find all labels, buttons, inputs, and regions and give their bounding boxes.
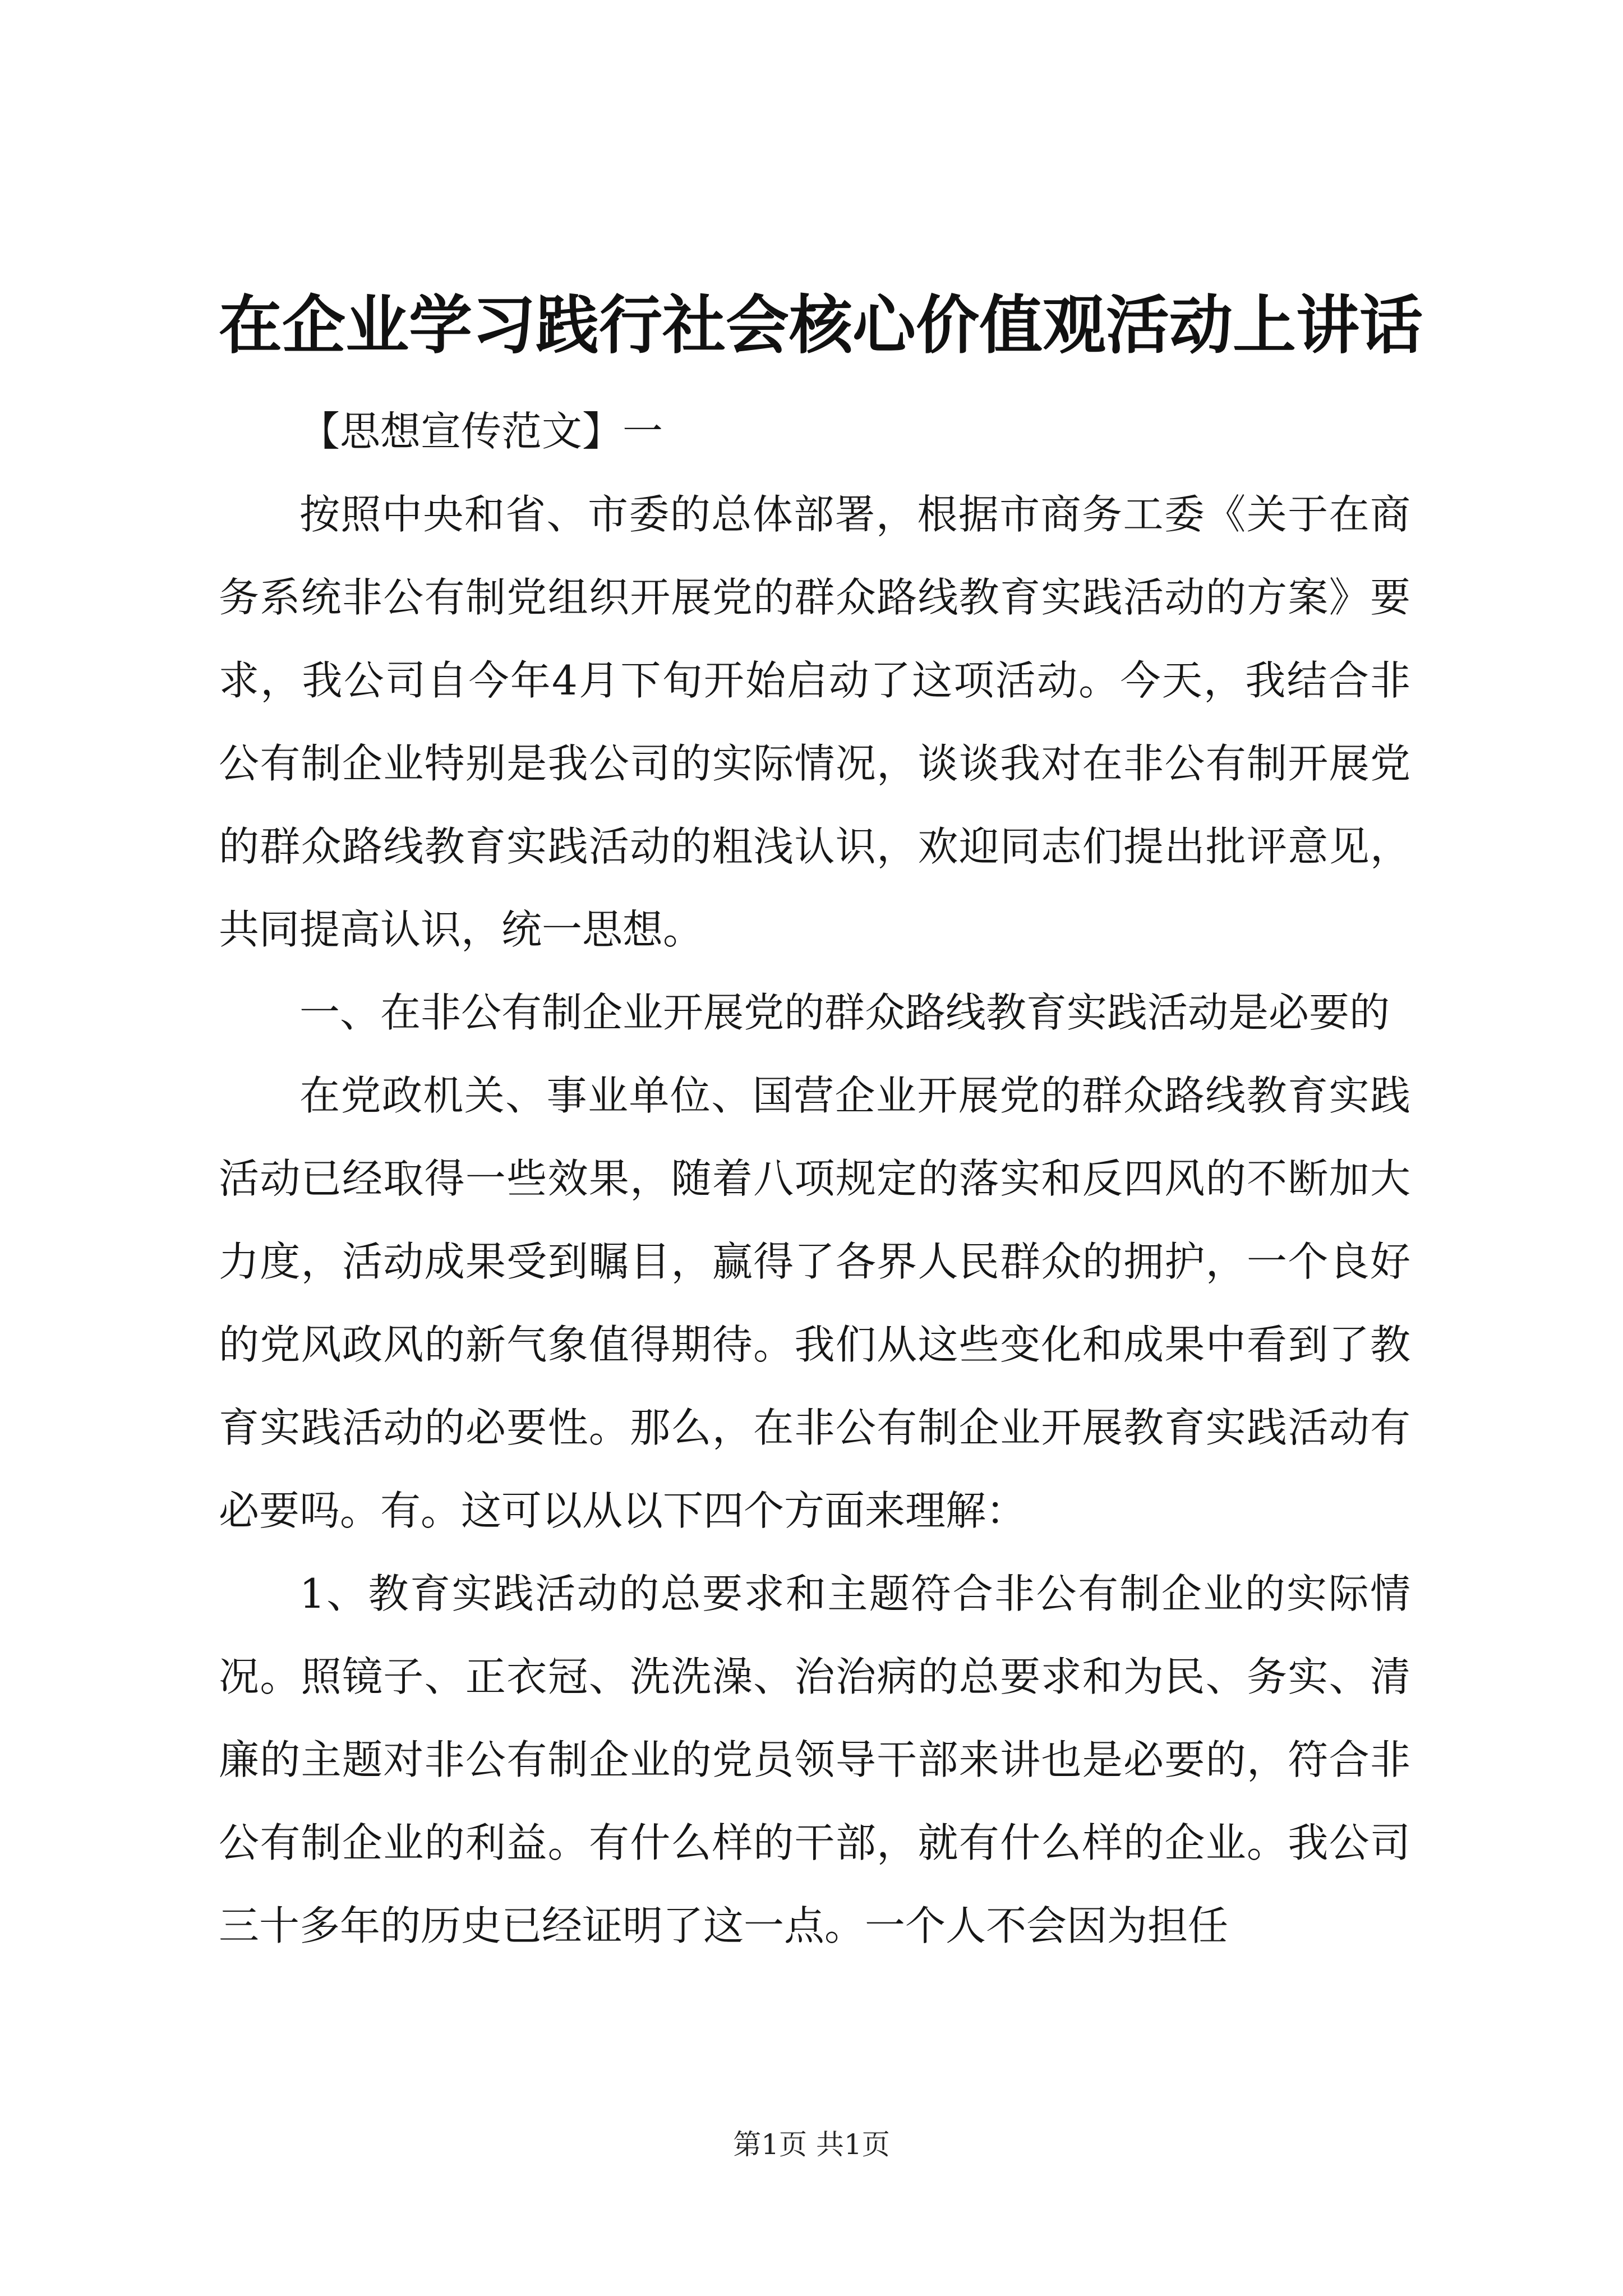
paragraph-point-1: 1、教育实践活动的总要求和主题符合非公有制企业的实际情况。照镜子、正衣冠、洗洗澡、治治病的总要求和为民、务实、清廉的主题对非公有制企业的党员领导干部来讲也是必要的，符合非公有制企业的利益。有什么样的干部，就有什么样的企业。我公司三十多年的历史已经证明了这一点。一个人不会因为担任 [219,1570,1410,1949]
paragraph-section-1: 在党政机关、事业单位、国营企业开展党的群众路线教育实践活动已经取得一些效果，随着八项规定的落实和反四风的不断加大力度，活动成果受到瞩目，赢得了各界人民群众的拥护，一个良好的党风政风的新气象值得期待。我们从这些变化和成果中看到了教育实践活动的必要性。那么，在非公有制企业开展教育实践活动有必要吗。有。这可以从以下四个方面来理解： [219,1072,1410,1534]
paragraph-category-tag: 【思想宣传范文】一 [299,408,663,455]
page-number-footer: 第1页 共1页 [733,2128,890,2161]
section-heading-1: 一、在非公有制企业开展党的群众路线教育实践活动是必要的 [299,989,1390,1036]
paragraph-introduction: 按照中央和省、市委的总体部署，根据市商务工委《关于在商务系统非公有制党组织开展党的群众路线教育实践活动的方案》要求，我公司自今年4月下旬开始启动了这项活动。今天，我结合非公有制企业特别是我公司的实际情况，谈谈我对在非公有制开展党的群众路线教育实践活动的粗浅认识，欢迎同志们提出批评意见，共同提高认识，统一思想。 [219,491,1410,953]
document-body [219,390,1410,1967]
document-title: 在企业学习践行社会核心价值观活动上讲话 [219,288,1423,362]
